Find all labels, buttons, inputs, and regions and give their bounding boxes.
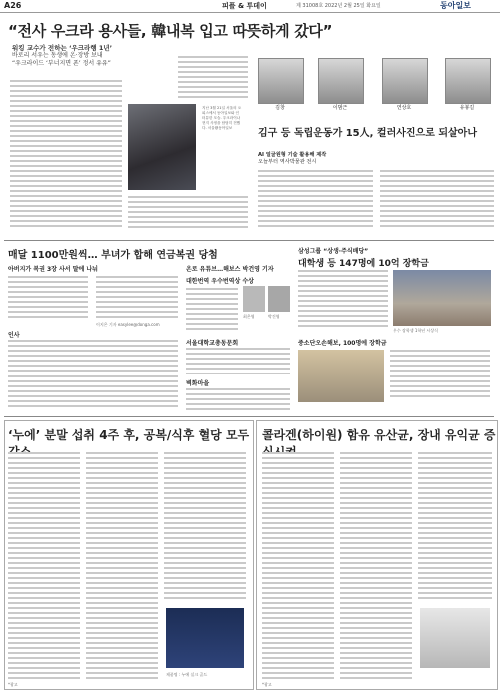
ad-1-body-col2 — [86, 452, 158, 682]
portrait-1-name: 김창 — [275, 105, 285, 111]
portrait-4 — [445, 58, 491, 104]
pension-body-col2 — [96, 276, 178, 320]
lead-subhead-1: 워킹 교수가 전하는 ‘우크라행 1년’ — [12, 44, 113, 52]
ad-1-body-col3 — [164, 452, 246, 602]
ad-1-tag: *광고 — [8, 682, 18, 687]
samsung-sub-kicker: 중소단오손해보, 100명에 장학금 — [298, 340, 387, 347]
portrait-3-name: 연상호 — [396, 105, 412, 111]
pension-kicker: 아버지가 복권 3장 사서 딸에 나눠 — [8, 266, 98, 273]
ad-2-tag: *광고 — [262, 682, 272, 687]
interviewee-photo — [128, 104, 196, 190]
divider-top — [4, 240, 494, 241]
brand-logo: 동아일보 — [440, 1, 471, 10]
samsung-body — [298, 270, 388, 330]
culture-sub-2: 벽화마을 — [186, 380, 210, 387]
kim-body-col1 — [258, 170, 373, 230]
pension-headline: 매달 1100만원씩… 부녀가 합해 연금복권 당첨 — [8, 250, 218, 261]
photo-caption — [202, 106, 242, 131]
page-number: A26 — [4, 1, 22, 10]
portrait-4-name: 유봉길 — [459, 105, 475, 111]
portrait-1 — [258, 58, 304, 104]
lead-body-col2 — [128, 196, 248, 230]
ad-1-headline: ‘누에’ 분말 섭취 4주 후, 공복/식후 혈당 모두 — [8, 428, 250, 442]
pension-byline: 이지은 기자 easylee@donga.com — [96, 322, 160, 327]
ad-2-body-col1 — [262, 452, 334, 682]
section-title: 피플 & 투데이 — [222, 2, 267, 10]
lead-body-col1 — [10, 80, 122, 230]
samsung-kicker: 삼성그룹 “상생·주식배당” — [298, 248, 369, 255]
culture-body-3 — [186, 388, 290, 410]
culture-sub: 서울대학교총동문회 — [186, 340, 239, 347]
ad-2-body-col2 — [340, 452, 412, 682]
culture-photo-2 — [268, 286, 290, 312]
portrait-2-name: 이범근 — [332, 105, 348, 111]
divider-bottom — [4, 416, 494, 417]
kim-subhead-2: 오늘부터 역사박물관 전시 — [258, 159, 317, 165]
samsung-body-2 — [390, 350, 490, 400]
samsung-photo-2 — [298, 350, 384, 402]
pension-body-col1 — [8, 276, 88, 320]
ad-2-body-col3 — [418, 452, 492, 602]
culture-body-2 — [186, 348, 290, 374]
samsung-caption: 우수 장학생 1학년 시상식 — [393, 328, 438, 333]
kim-subhead-1: AI 얼굴원형 기술 활용해 제작 — [258, 152, 327, 158]
lead-headline: “전사 우크라 용사들, 韓내복 입고 따뜻하게 갔다” — [8, 22, 333, 40]
ad-2-headline: 콜라겐(하이원) 함유 유산균, 장내 유익균 증 — [262, 428, 496, 442]
portrait-2 — [318, 58, 364, 104]
personnel-label: 인사 — [8, 332, 20, 339]
lead-body-col3 — [178, 56, 248, 100]
lead-subhead-3: “우크라이드 ‘부너지면 폰’ 정서 유유” — [12, 60, 111, 67]
personnel-body — [8, 340, 178, 410]
kim-body-col2 — [380, 170, 494, 230]
ad-2-product-image — [420, 608, 490, 668]
photo-credit: 서울@동아일보 — [207, 126, 233, 130]
samsung-photo — [393, 270, 491, 326]
portrait-3 — [382, 58, 428, 104]
kim-subheads — [258, 152, 378, 166]
culture-kicker-2: 대한번역 우수번역상 수상 — [186, 278, 254, 285]
culture-name-2: 박건영 — [268, 314, 280, 319]
ad-1-body-col1 — [8, 452, 80, 682]
lead-subhead-2: 바로리 서우는 동생에 온·장방 보내 — [12, 52, 103, 59]
samsung-headline: 대학생 등 147명에 10억 장학금 — [298, 259, 429, 269]
culture-name-1: 최은영 — [243, 314, 255, 319]
ad-1-product: 제품명 : 누에 실크 골드 — [166, 672, 208, 677]
issue-info: 제 31008호 2022년 2월 25일 화요일 — [296, 3, 381, 9]
photo-caption-text: 지난 3월 21일 서울의 오피스에서 동아일보와 인터뷰한 모습. 우크라이나 현지 사정을 담담히 전했다. — [202, 106, 242, 130]
culture-photo-1 — [243, 286, 265, 312]
kim-headline: 김구 등 독립운동가 15人, 컬러사진으로 되살아나 — [258, 128, 478, 139]
ad-1-product-image — [166, 608, 244, 668]
culture-kicker: 온로 유튜브…해보스 박건영 기자 — [186, 266, 274, 273]
lead-subheads — [12, 44, 112, 68]
culture-body — [186, 288, 238, 332]
